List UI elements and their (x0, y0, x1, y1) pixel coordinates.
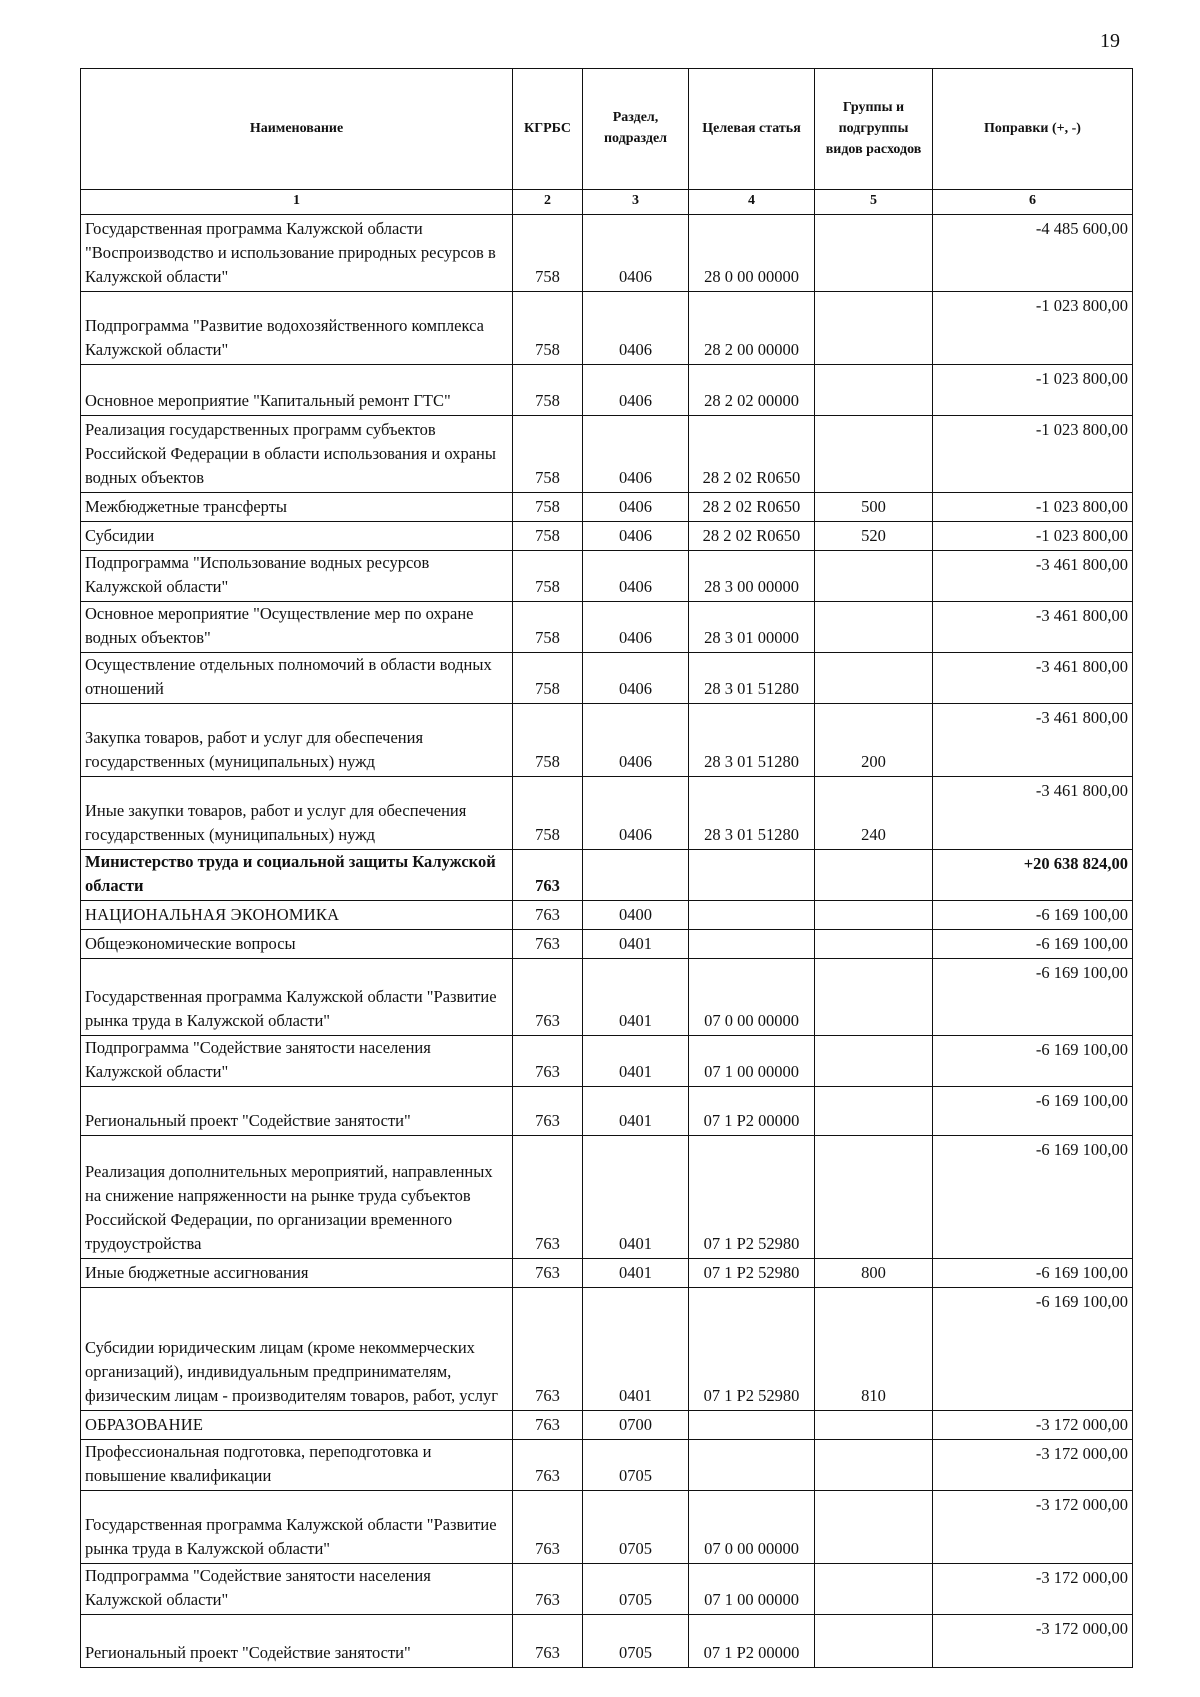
row-section: 0401 (583, 1087, 689, 1136)
row-kgrbs: 763 (513, 850, 583, 901)
row-target: 28 2 00 00000 (689, 292, 815, 365)
row-expense-group (815, 930, 933, 959)
row-amount: -1 023 800,00 (933, 292, 1133, 365)
row-expense-group (815, 1411, 933, 1440)
row-section: 0705 (583, 1564, 689, 1615)
row-amount: -3 172 000,00 (933, 1440, 1133, 1491)
row-target: 28 2 02 R0650 (689, 522, 815, 551)
row-amount: -1 023 800,00 (933, 365, 1133, 416)
row-section: 0705 (583, 1491, 689, 1564)
row-kgrbs: 763 (513, 1564, 583, 1615)
row-kgrbs: 758 (513, 493, 583, 522)
row-amount: -3 172 000,00 (933, 1615, 1133, 1668)
row-name: Подпрограмма "Использование водных ресурсов Калужской области" (81, 551, 513, 602)
row-amount: -3 461 800,00 (933, 653, 1133, 704)
row-kgrbs: 763 (513, 1087, 583, 1136)
row-expense-group (815, 1036, 933, 1087)
row-section: 0406 (583, 292, 689, 365)
row-target: 28 2 02 R0650 (689, 416, 815, 493)
page-number: 19 (1100, 30, 1120, 52)
row-amount: -6 169 100,00 (933, 1136, 1133, 1259)
table-row (81, 1136, 1133, 1259)
row-name: Осуществление отдельных полномочий в области водных отношений (81, 653, 513, 704)
row-section: 0406 (583, 602, 689, 653)
table-row (81, 1491, 1133, 1564)
table-row (81, 704, 1133, 777)
row-kgrbs: 763 (513, 1440, 583, 1491)
row-expense-group: 200 (815, 704, 933, 777)
row-expense-group (815, 1615, 933, 1668)
row-section: 0406 (583, 551, 689, 602)
budget-amendments-table (80, 68, 1133, 1668)
row-name: Государственная программа Калужской области "Воспроизводство и использование природных ресурсов в Калужской области" (81, 215, 513, 292)
column-number: 4 (689, 190, 815, 215)
table-row (81, 850, 1133, 901)
column-number: 1 (81, 190, 513, 215)
row-target (689, 1411, 815, 1440)
table-row (81, 930, 1133, 959)
row-expense-group (815, 850, 933, 901)
header-name: Наименование (81, 69, 513, 190)
row-amount: -1 023 800,00 (933, 493, 1133, 522)
table-row (81, 1259, 1133, 1288)
row-name: Иные закупки товаров, работ и услуг для обеспечения государственных (муниципальных) нужд (81, 777, 513, 850)
table-row (81, 215, 1133, 292)
row-amount: +20 638 824,00 (933, 850, 1133, 901)
row-name: Министерство труда и социальной защиты Калужской области (81, 850, 513, 901)
row-name: Региональный проект "Содействие занятости" (81, 1087, 513, 1136)
header-section: Раздел, подраздел (583, 69, 689, 190)
row-expense-group (815, 551, 933, 602)
row-kgrbs: 758 (513, 215, 583, 292)
row-kgrbs: 758 (513, 522, 583, 551)
row-section: 0705 (583, 1440, 689, 1491)
table-row (81, 1087, 1133, 1136)
table-row (81, 901, 1133, 930)
row-expense-group (815, 1491, 933, 1564)
row-amount: -3 172 000,00 (933, 1491, 1133, 1564)
row-target (689, 850, 815, 901)
row-amount: -3 461 800,00 (933, 602, 1133, 653)
row-target: 28 3 01 00000 (689, 602, 815, 653)
row-name: Государственная программа Калужской области "Развитие рынка труда в Калужской области" (81, 959, 513, 1036)
row-target: 07 1 P2 00000 (689, 1087, 815, 1136)
row-expense-group (815, 653, 933, 704)
table-row (81, 777, 1133, 850)
row-section: 0401 (583, 1288, 689, 1411)
row-name: НАЦИОНАЛЬНАЯ ЭКОНОМИКА (81, 901, 513, 930)
row-section: 0406 (583, 365, 689, 416)
column-number: 2 (513, 190, 583, 215)
row-section: 0406 (583, 493, 689, 522)
row-name: Реализация государственных программ субъектов Российской Федерации в области использования и охраны водных объектов (81, 416, 513, 493)
table-row (81, 493, 1133, 522)
row-target: 28 3 01 51280 (689, 704, 815, 777)
row-kgrbs: 763 (513, 959, 583, 1036)
row-name: Реализация дополнительных мероприятий, направленных на снижение напряженности на рынке труда субъектов Российской Федерации, по организации временного трудоустройства (81, 1136, 513, 1259)
row-kgrbs: 758 (513, 777, 583, 850)
row-target: 07 1 P2 00000 (689, 1615, 815, 1668)
row-name: Подпрограмма "Развитие водохозяйственного комплекса Калужской области" (81, 292, 513, 365)
row-kgrbs: 763 (513, 1491, 583, 1564)
row-expense-group (815, 1136, 933, 1259)
row-kgrbs: 758 (513, 551, 583, 602)
row-expense-group: 810 (815, 1288, 933, 1411)
row-expense-group (815, 365, 933, 416)
row-name: ОБРАЗОВАНИЕ (81, 1411, 513, 1440)
row-kgrbs: 758 (513, 292, 583, 365)
row-amount: -3 172 000,00 (933, 1564, 1133, 1615)
row-section: 0401 (583, 1136, 689, 1259)
row-kgrbs: 763 (513, 1136, 583, 1259)
table-row (81, 1440, 1133, 1491)
row-kgrbs: 763 (513, 1259, 583, 1288)
row-section: 0406 (583, 215, 689, 292)
row-expense-group (815, 215, 933, 292)
row-section: 0406 (583, 704, 689, 777)
row-name: Государственная программа Калужской области "Развитие рынка труда в Калужской области" (81, 1491, 513, 1564)
header-groups: Группы и подгруппы видов расходов (815, 69, 933, 190)
row-name: Субсидии юридическим лицам (кроме некоммерческих организаций), индивидуальным предпринимателям, физическим лицам - производителям товаров, работ, услуг (81, 1288, 513, 1411)
table-row (81, 959, 1133, 1036)
row-amount: -6 169 100,00 (933, 901, 1133, 930)
row-expense-group: 500 (815, 493, 933, 522)
row-target: 07 0 00 00000 (689, 959, 815, 1036)
row-section: 0401 (583, 959, 689, 1036)
row-amount: -6 169 100,00 (933, 930, 1133, 959)
row-expense-group (815, 1564, 933, 1615)
column-number: 5 (815, 190, 933, 215)
row-expense-group: 520 (815, 522, 933, 551)
table-row (81, 1288, 1133, 1411)
column-number-row (81, 190, 1133, 215)
row-amount: -1 023 800,00 (933, 522, 1133, 551)
row-target: 28 2 02 00000 (689, 365, 815, 416)
row-name: Подпрограмма "Содействие занятости населения Калужской области" (81, 1036, 513, 1087)
row-expense-group: 800 (815, 1259, 933, 1288)
row-target (689, 1440, 815, 1491)
row-amount: -3 461 800,00 (933, 551, 1133, 602)
row-section: 0406 (583, 522, 689, 551)
row-section: 0401 (583, 1259, 689, 1288)
row-amount: -6 169 100,00 (933, 959, 1133, 1036)
row-target: 28 3 00 00000 (689, 551, 815, 602)
row-name: Основное мероприятие "Осуществление мер по охране водных объектов" (81, 602, 513, 653)
row-expense-group (815, 959, 933, 1036)
row-name: Региональный проект "Содействие занятости" (81, 1615, 513, 1668)
row-expense-group (815, 602, 933, 653)
table-row (81, 1036, 1133, 1087)
table-row (81, 602, 1133, 653)
row-target: 28 0 00 00000 (689, 215, 815, 292)
row-section: 0400 (583, 901, 689, 930)
row-kgrbs: 758 (513, 365, 583, 416)
row-expense-group (815, 901, 933, 930)
row-target: 28 3 01 51280 (689, 777, 815, 850)
row-target: 07 1 00 00000 (689, 1564, 815, 1615)
row-amount: -1 023 800,00 (933, 416, 1133, 493)
row-name: Иные бюджетные ассигнования (81, 1259, 513, 1288)
row-target: 28 3 01 51280 (689, 653, 815, 704)
row-name: Субсидии (81, 522, 513, 551)
table-row (81, 551, 1133, 602)
row-expense-group: 240 (815, 777, 933, 850)
column-number: 3 (583, 190, 689, 215)
column-number: 6 (933, 190, 1133, 215)
row-kgrbs: 758 (513, 416, 583, 493)
row-section: 0401 (583, 1036, 689, 1087)
row-section: 0406 (583, 653, 689, 704)
row-kgrbs: 763 (513, 1036, 583, 1087)
row-target (689, 930, 815, 959)
row-name: Профессиональная подготовка, переподготовка и повышение квалификации (81, 1440, 513, 1491)
table-header-row (81, 69, 1133, 190)
row-section: 0705 (583, 1615, 689, 1668)
header-target: Целевая статья (689, 69, 815, 190)
row-amount: -3 461 800,00 (933, 777, 1133, 850)
row-kgrbs: 763 (513, 1411, 583, 1440)
row-target (689, 901, 815, 930)
row-target: 28 2 02 R0650 (689, 493, 815, 522)
row-kgrbs: 763 (513, 930, 583, 959)
table-row (81, 1411, 1133, 1440)
row-kgrbs: 758 (513, 602, 583, 653)
header-kgrbs: КГРБС (513, 69, 583, 190)
table-row (81, 292, 1133, 365)
row-target: 07 1 P2 52980 (689, 1136, 815, 1259)
row-name: Основное мероприятие "Капитальный ремонт ГТС" (81, 365, 513, 416)
row-kgrbs: 758 (513, 704, 583, 777)
header-amendments: Поправки (+, -) (933, 69, 1133, 190)
row-kgrbs: 763 (513, 1288, 583, 1411)
row-kgrbs: 763 (513, 1615, 583, 1668)
table-row (81, 1615, 1133, 1668)
row-amount: -4 485 600,00 (933, 215, 1133, 292)
row-name: Закупка товаров, работ и услуг для обеспечения государственных (муниципальных) нужд (81, 704, 513, 777)
row-expense-group (815, 416, 933, 493)
budget-table-wrapper (80, 68, 1132, 1668)
row-amount: -3 461 800,00 (933, 704, 1133, 777)
row-name: Подпрограмма "Содействие занятости населения Калужской области" (81, 1564, 513, 1615)
row-name: Межбюджетные трансферты (81, 493, 513, 522)
row-section (583, 850, 689, 901)
row-expense-group (815, 1440, 933, 1491)
row-amount: -6 169 100,00 (933, 1036, 1133, 1087)
row-kgrbs: 763 (513, 901, 583, 930)
row-amount: -6 169 100,00 (933, 1288, 1133, 1411)
table-body (81, 215, 1133, 1668)
row-name: Общеэкономические вопросы (81, 930, 513, 959)
table-row (81, 522, 1133, 551)
row-amount: -6 169 100,00 (933, 1087, 1133, 1136)
row-section: 0406 (583, 416, 689, 493)
row-section: 0406 (583, 777, 689, 850)
table-row (81, 416, 1133, 493)
table-row (81, 653, 1133, 704)
table-row (81, 365, 1133, 416)
row-expense-group (815, 1087, 933, 1136)
row-amount: -3 172 000,00 (933, 1411, 1133, 1440)
row-target: 07 0 00 00000 (689, 1491, 815, 1564)
row-target: 07 1 P2 52980 (689, 1288, 815, 1411)
row-section: 0700 (583, 1411, 689, 1440)
row-expense-group (815, 292, 933, 365)
table-row (81, 1564, 1133, 1615)
row-kgrbs: 758 (513, 653, 583, 704)
row-section: 0401 (583, 930, 689, 959)
row-target: 07 1 00 00000 (689, 1036, 815, 1087)
row-target: 07 1 P2 52980 (689, 1259, 815, 1288)
row-amount: -6 169 100,00 (933, 1259, 1133, 1288)
